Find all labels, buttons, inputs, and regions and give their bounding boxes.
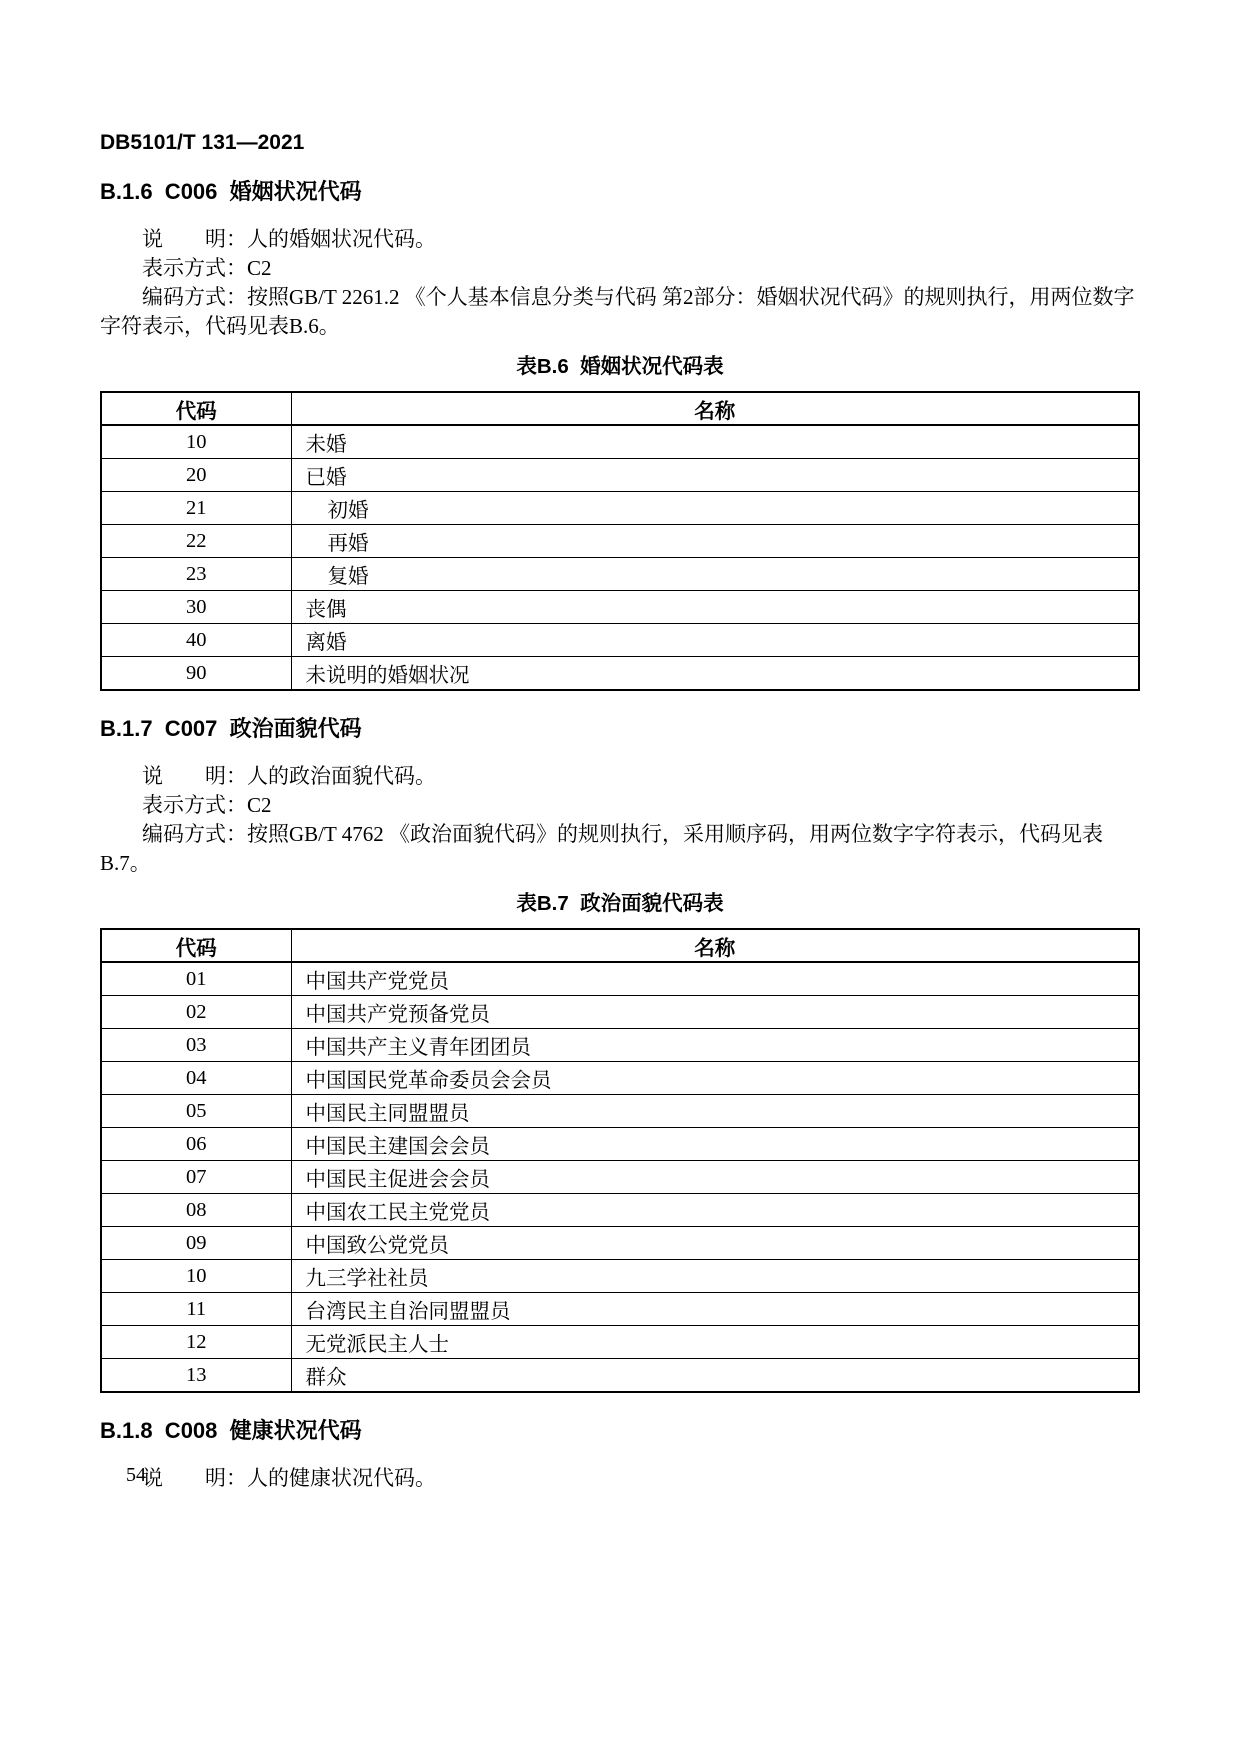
column-header-name: 名称 [291,929,1139,962]
name-cell: 台湾民主自治同盟盟员 [291,1293,1139,1326]
name-cell: 未说明的婚姻状况 [291,657,1139,691]
code-cell: 04 [101,1062,291,1095]
code-cell: 90 [101,657,291,691]
table-row [101,996,1139,1029]
name-cell: 九三学社社员 [291,1260,1139,1293]
table-title-b6: 表B.6 婚姻状况代码表 [516,355,724,378]
table-row [101,1062,1139,1095]
name-cell: 中国国民党革命委员会会员 [291,1062,1139,1095]
code-cell: 30 [101,591,291,624]
section-heading-b1-7: B.1.7 C007 政治面貌代码 [100,716,362,741]
name-cell: 已婚 [291,459,1139,492]
table-row [101,657,1139,691]
code-cell: 20 [101,459,291,492]
page-number: 54 [126,1464,146,1486]
name-cell: 中国农工民主党党员 [291,1194,1139,1227]
name-cell: 中国共产党预备党员 [291,996,1139,1029]
name-cell: 未婚 [291,425,1139,459]
table-b7-political-status [100,928,1140,1393]
code-cell: 22 [101,525,291,558]
table-row [101,1194,1139,1227]
name-cell: 中国致公党党员 [291,1227,1139,1260]
table-row [101,1359,1139,1393]
name-cell: 初婚 [291,492,1139,525]
name-cell: 丧偶 [291,591,1139,624]
table-row [101,459,1139,492]
code-cell: 03 [101,1029,291,1062]
column-header-code: 代码 [101,392,291,425]
table-header-row [101,392,1139,425]
name-cell: 无党派民主人士 [291,1326,1139,1359]
column-header-name: 名称 [291,392,1139,425]
paragraph-description: 说 明：人的婚姻状况代码。 [142,227,436,251]
paragraph-encoding: 编码方式：按照GB/T 4762 《政治面貌代码》的规则执行，采用顺序码，用两位数字字符表示，代码见表B.7。 [100,822,1103,875]
paragraph-representation: 表示方式：C2 [142,256,272,280]
paragraph-representation: 表示方式：C2 [142,793,272,817]
code-cell: 13 [101,1359,291,1393]
table-row [101,591,1139,624]
code-cell: 12 [101,1326,291,1359]
page-content [100,132,1140,1493]
name-cell: 再婚 [291,525,1139,558]
table-row [101,1227,1139,1260]
name-cell: 中国共产主义青年团团员 [291,1029,1139,1062]
table-row [101,1128,1139,1161]
column-header-code: 代码 [101,929,291,962]
section-heading-b1-6: B.1.6 C006 婚姻状况代码 [100,179,362,204]
table-row [101,1293,1139,1326]
table-row [101,525,1139,558]
table-row [101,962,1139,996]
table-row [101,1326,1139,1359]
table-row [101,1095,1139,1128]
code-cell: 23 [101,558,291,591]
paragraph-description: 说 明：人的健康状况代码。 [142,1466,436,1490]
code-cell: 05 [101,1095,291,1128]
table-header-row [101,929,1139,962]
doc-number: DB5101/T 131—2021 [100,131,305,154]
table-b6-marital-status [100,391,1140,691]
code-cell: 06 [101,1128,291,1161]
code-cell: 10 [101,425,291,459]
code-cell: 21 [101,492,291,525]
code-cell: 40 [101,624,291,657]
code-cell: 01 [101,962,291,996]
paragraph-encoding: 编码方式：按照GB/T 2261.2 《个人基本信息分类与代码 第2部分：婚姻状况代码》的规则执行，用两位数字字符表示，代码见表B.6。 [100,285,1135,338]
code-cell: 09 [101,1227,291,1260]
code-cell: 02 [101,996,291,1029]
paragraph-description: 说 明：人的政治面貌代码。 [142,764,436,788]
table-row [101,1260,1139,1293]
table-row [101,624,1139,657]
code-cell: 08 [101,1194,291,1227]
name-cell: 中国民主同盟盟员 [291,1095,1139,1128]
name-cell: 复婚 [291,558,1139,591]
name-cell: 中国民主建国会会员 [291,1128,1139,1161]
code-cell: 11 [101,1293,291,1326]
name-cell: 群众 [291,1359,1139,1393]
table-row [101,492,1139,525]
section-heading-b1-8: B.1.8 C008 健康状况代码 [100,1418,362,1443]
table-row [101,558,1139,591]
table-row [101,1029,1139,1062]
name-cell: 离婚 [291,624,1139,657]
table-title-b7: 表B.7 政治面貌代码表 [516,892,724,915]
name-cell: 中国共产党党员 [291,962,1139,996]
code-cell: 07 [101,1161,291,1194]
code-cell: 10 [101,1260,291,1293]
table-row [101,425,1139,459]
name-cell: 中国民主促进会会员 [291,1161,1139,1194]
table-row [101,1161,1139,1194]
